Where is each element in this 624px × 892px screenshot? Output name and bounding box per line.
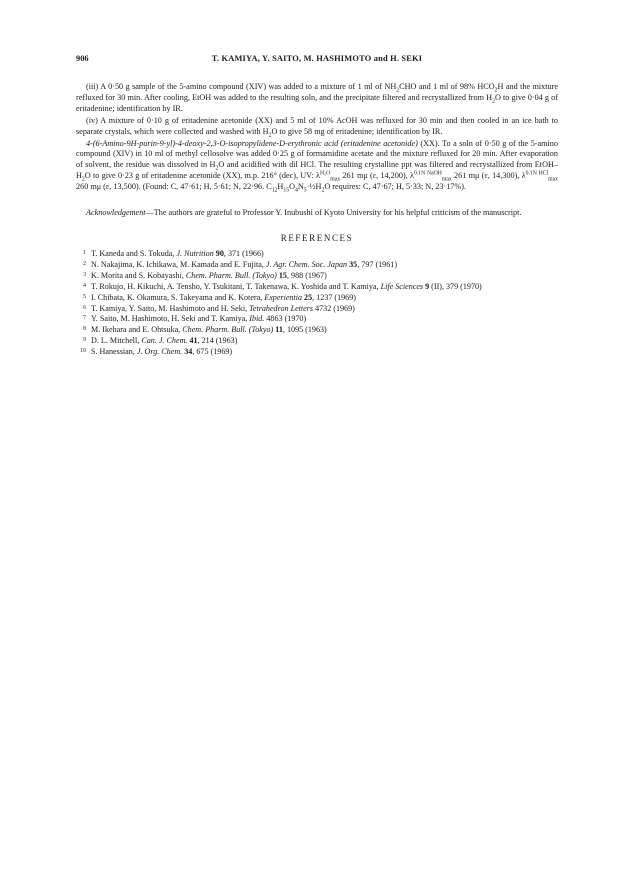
- reference-authors: I. Chibata, K. Okamura, S. Takeyama and K. Kotera,: [91, 292, 265, 302]
- reference-authors: D. L. Mitchell,: [91, 336, 142, 346]
- reference-authors: T. Kamiya, Y. Saito, M. Hashimoto and H. Seki,: [91, 303, 250, 313]
- reference-journal: J. Nutrition: [176, 248, 214, 258]
- reference-journal: Experientia: [264, 292, 303, 302]
- page: [76, 52, 558, 358]
- reference-journal: Life Sciences: [380, 281, 424, 291]
- reference-journal: Chem. Pharm. Bull. (Tokyo): [182, 325, 274, 335]
- reference-item: [76, 249, 558, 260]
- reference-pages-year: , 797 (1961): [357, 259, 398, 269]
- reference-volume: 35: [347, 259, 358, 269]
- reference-volume: 15: [276, 270, 287, 280]
- reference-volume: 34: [182, 347, 193, 357]
- reference-authors: T. Rokujo, H. Kikuchi, A. Tensho, Y. Tsukitani, T. Takenawa, K. Yoshida and T. Kamiya,: [91, 281, 381, 291]
- acknowledgement: [76, 208, 558, 219]
- reference-volume: 11: [273, 325, 283, 335]
- paragraph-iii: (iii) A 0·50 g sample of the 5-amino compound (XIV) was added to a mixture of 1 ml of $NH_2CHO$ and 1 ml of 98% $HCO_2H$ and the mixture refluxed for 30 min. After cooling, EtOH was added to the resulting soln, and the precipitate filtered and recrystallized from $H_2O$ to give 0·04 g of eritadenine; identification by IR.: [76, 82, 559, 113]
- paragraph-iv: (iv) A mixture of 0·10 g of eritadenine acetonide (XX) and 5 ml of 10% AcOH was refluxed for 30 min and then cooled in an ice bath to separate crystals, which were collected and washed with $H_2O$ to give 58 mg of eritadenine; identification by IR.: [76, 115, 558, 139]
- reference-pages-year: (II), 379 (1970): [429, 281, 482, 291]
- reference-item: [76, 260, 558, 271]
- reference-text: [91, 282, 558, 293]
- reference-text: [91, 347, 558, 358]
- page-number: 906: [76, 54, 89, 63]
- reference-volume: 90: [213, 248, 224, 258]
- compound-title: 4-(6-Amino-9H-purin-9-yl)-4-deoxy-2,3-O-isopropylidene-D-erythronic acid (eritadenine acetonide): [86, 138, 418, 148]
- reference-number: 9: [83, 337, 86, 344]
- acknowledgement-text: —The authors are grateful to Professor Y. Inubushi of Kyoto University for his helpful criticism of the manuscript.: [145, 208, 522, 218]
- reference-text: [91, 293, 558, 304]
- running-head: [76, 52, 558, 66]
- reference-number: 10: [80, 348, 86, 355]
- acknowledgement-label: Acknowledgement: [86, 208, 146, 218]
- reference-number: 6: [83, 304, 86, 311]
- reference-number: 1: [83, 249, 86, 256]
- reference-authors: Y. Saito, M. Hashimoto, H. Seki and T. Kamiya,: [91, 314, 250, 324]
- reference-pages-year: , 371 (1966): [223, 248, 264, 258]
- reference-number: 2: [83, 260, 86, 267]
- reference-number: 7: [83, 315, 86, 322]
- reference-pages-year: , 675 (1969): [192, 347, 233, 357]
- reference-authors: T. Kaneda and S. Tokuda,: [91, 248, 177, 258]
- reference-text: [91, 249, 558, 260]
- reference-pages-year: , 1237 (1969): [312, 292, 356, 302]
- references-heading: REFERENCES: [280, 232, 354, 243]
- reference-number: 3: [83, 271, 86, 278]
- running-title: T. KAMIYA, Y. SAITO, M. HASHIMOTO and H. SEKI: [211, 54, 423, 63]
- paragraph-eritadenine-acetonide: 4-(6-Amino-9H-purin-9-yl)-4-deoxy-2,3-O-isopropylidene-D-erythronic acid (eritadenine acetonide) (XX). To a soln of 0·50 g of the 5-amino compound (XIV) in 10 ml of methyl cellosolve was added 0·25 g of formamidine acetate and the mixture refluxed for 20 min. After evaporation of solvent, the residue was dissolved in $H_2O$ and acidified with dil HCl. The resulting crystalline ppt was filtered and recrystallized from EtOH–$H_2O$ to give 0·23 g of eritadenine acetonide (XX), m.p. 216° (dec), UV: $\lambda^{H_2O}_{max}$ 261 mμ (ε, 14,200), $\lambda^{0.1N NaOH}_{max}$ 261 mμ (ε, 14,300), $\lambda^{0.1N HCl}_{max}$ 260 mμ (ε, 13,500). (Found: C, 47·61; H, 5·61; N, 22·96. $C_{12}H_{15}O_4N_5\cdot\frac{1}{2}H_2O$ requires: C, 47·67; H, 5·33; N, 23·17%).: [76, 138, 559, 194]
- reference-item: [76, 293, 558, 304]
- reference-journal: Tetrahedron Letters: [249, 303, 314, 313]
- reference-journal: Ibid.: [249, 314, 265, 324]
- reference-pages-year: , 1095 (1963): [282, 325, 327, 335]
- reference-item: [76, 314, 558, 325]
- reference-text: [91, 336, 558, 347]
- reference-pages-year: 4863 (1970): [264, 314, 307, 324]
- reference-item: [76, 347, 558, 358]
- reference-pages-year: , 988 (1967): [286, 270, 327, 280]
- reference-authors: K. Morita and S. Kobayashi,: [91, 270, 186, 280]
- reference-journal: Chem. Pharm. Bull. (Tokyo): [185, 270, 277, 280]
- references-list: [76, 249, 558, 358]
- reference-number: 5: [83, 293, 86, 300]
- reference-text: [91, 314, 558, 325]
- reference-authors: N. Nakajima, K. Ichikawa, M. Kamada and E. Fujita,: [91, 259, 266, 269]
- reference-item: [76, 336, 558, 347]
- reference-text: [91, 271, 558, 282]
- body-text: [76, 82, 558, 193]
- reference-item: [76, 271, 558, 282]
- reference-authors: S. Hanessian,: [91, 347, 137, 357]
- reference-text: [91, 260, 558, 271]
- reference-number: 8: [83, 326, 86, 333]
- reference-item: [76, 282, 558, 293]
- reference-volume: 25: [302, 292, 313, 302]
- reference-text: [91, 304, 558, 315]
- reference-volume: 41: [187, 336, 198, 346]
- reference-pages-year: 4732 (1969): [313, 303, 355, 313]
- reference-number: 4: [83, 282, 86, 289]
- reference-pages-year: , 214 (1963): [197, 336, 238, 346]
- reference-item: [76, 325, 558, 336]
- reference-journal: J. Agr. Chem. Soc. Japan: [265, 259, 348, 269]
- reference-authors: M. Ikehara and E. Ohtsuka,: [91, 325, 183, 335]
- reference-text: [91, 325, 558, 336]
- reference-journal: J. Org. Chem.: [136, 347, 183, 357]
- reference-volume: 9: [423, 281, 430, 291]
- reference-item: [76, 304, 558, 315]
- reference-journal: Can. J. Chem.: [141, 336, 188, 346]
